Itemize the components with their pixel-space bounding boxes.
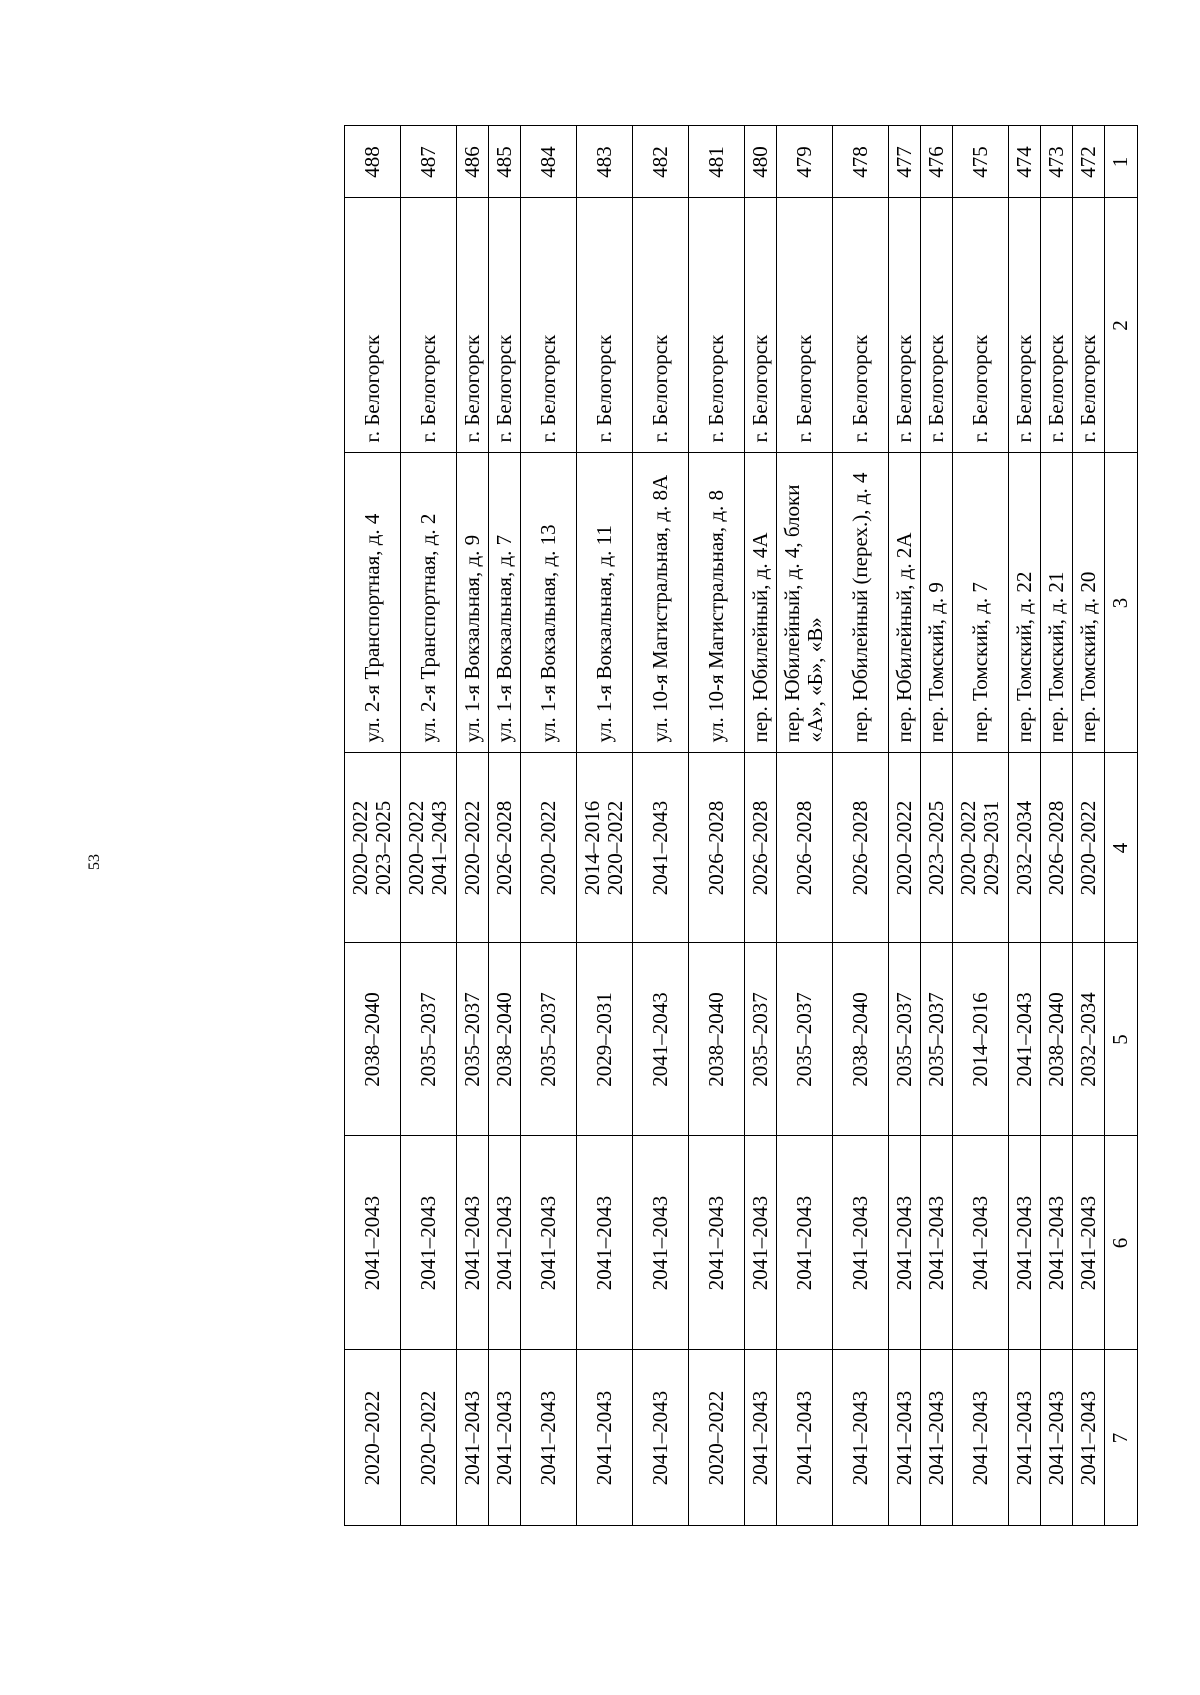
table-container [344, 125, 1138, 1525]
column-header: 2 [1105, 198, 1138, 453]
cell-city: г. Белогорск [457, 198, 489, 453]
cell-number: 483 [577, 126, 633, 198]
cell-city: г. Белогорск [633, 198, 689, 453]
cell-col6: 2041–2043 [489, 1136, 521, 1350]
table-row [345, 126, 401, 1526]
cell-col6: 2041–2043 [1041, 1136, 1073, 1350]
cell-address: ул. 1-я Вокзальная, д. 13 [521, 453, 577, 753]
column-header: 7 [1105, 1350, 1138, 1526]
cell-number: 482 [633, 126, 689, 198]
cell-col5: 2029–2031 [577, 943, 633, 1136]
cell-col5: 2035–2037 [777, 943, 833, 1136]
cell-col5: 2038–2040 [833, 943, 889, 1136]
cell-col6: 2041–2043 [953, 1136, 1009, 1350]
cell-col4: 2020–2022 [521, 753, 577, 943]
table-row [577, 126, 633, 1526]
cell-col5: 2032–2034 [1073, 943, 1105, 1136]
cell-col4: 2026–2028 [833, 753, 889, 943]
cell-number: 473 [1041, 126, 1073, 198]
cell-col5: 2038–2040 [1041, 943, 1073, 1136]
cell-col7: 2041–2043 [457, 1350, 489, 1526]
cell-col4: 2020–2022 2023–2025 [345, 753, 401, 943]
cell-col5: 2041–2043 [1009, 943, 1041, 1136]
cell-col4: 2023–2025 [921, 753, 953, 943]
cell-col5: 2038–2040 [489, 943, 521, 1136]
cell-col7: 2041–2043 [1041, 1350, 1073, 1526]
cell-col6: 2041–2043 [633, 1136, 689, 1350]
cell-col4: 2020–2022 [889, 753, 921, 943]
cell-col5: 2035–2037 [401, 943, 457, 1136]
table-row [489, 126, 521, 1526]
cell-col7: 2020–2022 [689, 1350, 745, 1526]
cell-number: 487 [401, 126, 457, 198]
cell-col4: 2026–2028 [1041, 753, 1073, 943]
cell-col5: 2038–2040 [689, 943, 745, 1136]
cell-city: г. Белогорск [745, 198, 777, 453]
cell-city: г. Белогорск [689, 198, 745, 453]
table-row [921, 126, 953, 1526]
cell-col5: 2035–2037 [521, 943, 577, 1136]
column-header: 5 [1105, 943, 1138, 1136]
cell-col6: 2041–2043 [689, 1136, 745, 1350]
table-row [745, 126, 777, 1526]
cell-city: г. Белогорск [345, 198, 401, 453]
table-row [777, 126, 833, 1526]
cell-number: 475 [953, 126, 1009, 198]
cell-address: пер. Томский, д. 7 [953, 453, 1009, 753]
cell-city: г. Белогорск [489, 198, 521, 453]
cell-city: г. Белогорск [401, 198, 457, 453]
cell-col5: 2035–2037 [921, 943, 953, 1136]
cell-col4: 2026–2028 [745, 753, 777, 943]
cell-col6: 2041–2043 [745, 1136, 777, 1350]
cell-col7: 2041–2043 [953, 1350, 1009, 1526]
column-header: 3 [1105, 453, 1138, 753]
cell-col4: 2020–2022 2041–2043 [401, 753, 457, 943]
cell-city: г. Белогорск [1009, 198, 1041, 453]
cell-col7: 2041–2043 [1073, 1350, 1105, 1526]
cell-col5: 2035–2037 [889, 943, 921, 1136]
cell-col7: 2041–2043 [1009, 1350, 1041, 1526]
page-number: 53 [86, 854, 103, 870]
cell-col6: 2041–2043 [345, 1136, 401, 1350]
cell-col6: 2041–2043 [889, 1136, 921, 1350]
column-header: 4 [1105, 753, 1138, 943]
cell-col4: 2032–2034 [1009, 753, 1041, 943]
cell-number: 484 [521, 126, 577, 198]
cell-city: г. Белогорск [577, 198, 633, 453]
cell-address: ул. 1-я Вокзальная, д. 9 [457, 453, 489, 753]
cell-col7: 2041–2043 [777, 1350, 833, 1526]
cell-number: 480 [745, 126, 777, 198]
cell-address: ул. 2-я Транспортная, д. 2 [401, 453, 457, 753]
cell-col4: 2020–2022 [1073, 753, 1105, 943]
cell-number: 481 [689, 126, 745, 198]
table-row [953, 126, 1009, 1526]
cell-city: г. Белогорск [889, 198, 921, 453]
cell-col4: 2041–2043 [633, 753, 689, 943]
cell-col7: 2041–2043 [745, 1350, 777, 1526]
cell-city: г. Белогорск [777, 198, 833, 453]
cell-col4: 2026–2028 [777, 753, 833, 943]
cell-col6: 2041–2043 [1073, 1136, 1105, 1350]
cell-city: г. Белогорск [1073, 198, 1105, 453]
table-row [1009, 126, 1041, 1526]
cell-city: г. Белогорск [953, 198, 1009, 453]
table-row [521, 126, 577, 1526]
cell-address: пер. Юбилейный, д. 2А [889, 453, 921, 753]
cell-col6: 2041–2043 [1009, 1136, 1041, 1350]
table-row [457, 126, 489, 1526]
cell-number: 486 [457, 126, 489, 198]
cell-col6: 2041–2043 [833, 1136, 889, 1350]
table-row [689, 126, 745, 1526]
cell-address: ул. 1-я Вокзальная, д. 11 [577, 453, 633, 753]
cell-address: ул. 1-я Вокзальная, д. 7 [489, 453, 521, 753]
table-row [633, 126, 689, 1526]
cell-col7: 2041–2043 [577, 1350, 633, 1526]
cell-number: 488 [345, 126, 401, 198]
cell-city: г. Белогорск [833, 198, 889, 453]
cell-number: 477 [889, 126, 921, 198]
header-row [1105, 126, 1138, 1526]
column-header: 1 [1105, 126, 1138, 198]
cell-number: 479 [777, 126, 833, 198]
cell-col6: 2041–2043 [921, 1136, 953, 1350]
cell-col7: 2041–2043 [889, 1350, 921, 1526]
cell-col6: 2041–2043 [521, 1136, 577, 1350]
cell-col7: 2041–2043 [521, 1350, 577, 1526]
cell-number: 478 [833, 126, 889, 198]
table-row [401, 126, 457, 1526]
data-table [344, 125, 1138, 1526]
cell-address: ул. 10-я Магистральная, д. 8 [689, 453, 745, 753]
cell-city: г. Белогорск [521, 198, 577, 453]
cell-address: пер. Томский, д. 22 [1009, 453, 1041, 753]
cell-number: 476 [921, 126, 953, 198]
cell-col7: 2020–2022 [345, 1350, 401, 1526]
cell-address: пер. Юбилейный (перех.), д. 4 [833, 453, 889, 753]
cell-col6: 2041–2043 [577, 1136, 633, 1350]
table-row [889, 126, 921, 1526]
cell-number: 472 [1073, 126, 1105, 198]
cell-col6: 2041–2043 [777, 1136, 833, 1350]
cell-city: г. Белогорск [1041, 198, 1073, 453]
cell-address: пер. Юбилейный, д. 4, блоки «А», «Б», «В» [777, 453, 833, 753]
column-header: 6 [1105, 1136, 1138, 1350]
cell-col5: 2041–2043 [633, 943, 689, 1136]
cell-address: ул. 2-я Транспортная, д. 4 [345, 453, 401, 753]
cell-address: пер. Томский, д. 20 [1073, 453, 1105, 753]
cell-col7: 2020–2022 [401, 1350, 457, 1526]
cell-col4: 2014–2016 2020–2022 [577, 753, 633, 943]
cell-col7: 2041–2043 [833, 1350, 889, 1526]
table-row [833, 126, 889, 1526]
cell-address: ул. 10-я Магистральная, д. 8А [633, 453, 689, 753]
table-body [345, 126, 1105, 1526]
cell-number: 474 [1009, 126, 1041, 198]
cell-col4: 2026–2028 [489, 753, 521, 943]
cell-col5: 2035–2037 [745, 943, 777, 1136]
cell-col5: 2035–2037 [457, 943, 489, 1136]
cell-address: пер. Томский, д. 9 [921, 453, 953, 753]
table-row [1073, 126, 1105, 1526]
cell-col5: 2014–2016 [953, 943, 1009, 1136]
cell-city: г. Белогорск [921, 198, 953, 453]
cell-col7: 2041–2043 [921, 1350, 953, 1526]
cell-col6: 2041–2043 [457, 1136, 489, 1350]
cell-address: пер. Юбилейный, д. 4А [745, 453, 777, 753]
cell-number: 485 [489, 126, 521, 198]
cell-col4: 2026–2028 [689, 753, 745, 943]
cell-col4: 2020–2022 2029–2031 [953, 753, 1009, 943]
cell-col4: 2020–2022 [457, 753, 489, 943]
cell-col7: 2041–2043 [489, 1350, 521, 1526]
cell-col6: 2041–2043 [401, 1136, 457, 1350]
cell-col5: 2038–2040 [345, 943, 401, 1136]
cell-address: пер. Томский, д. 21 [1041, 453, 1073, 753]
table-row [1041, 126, 1073, 1526]
cell-col7: 2041–2043 [633, 1350, 689, 1526]
